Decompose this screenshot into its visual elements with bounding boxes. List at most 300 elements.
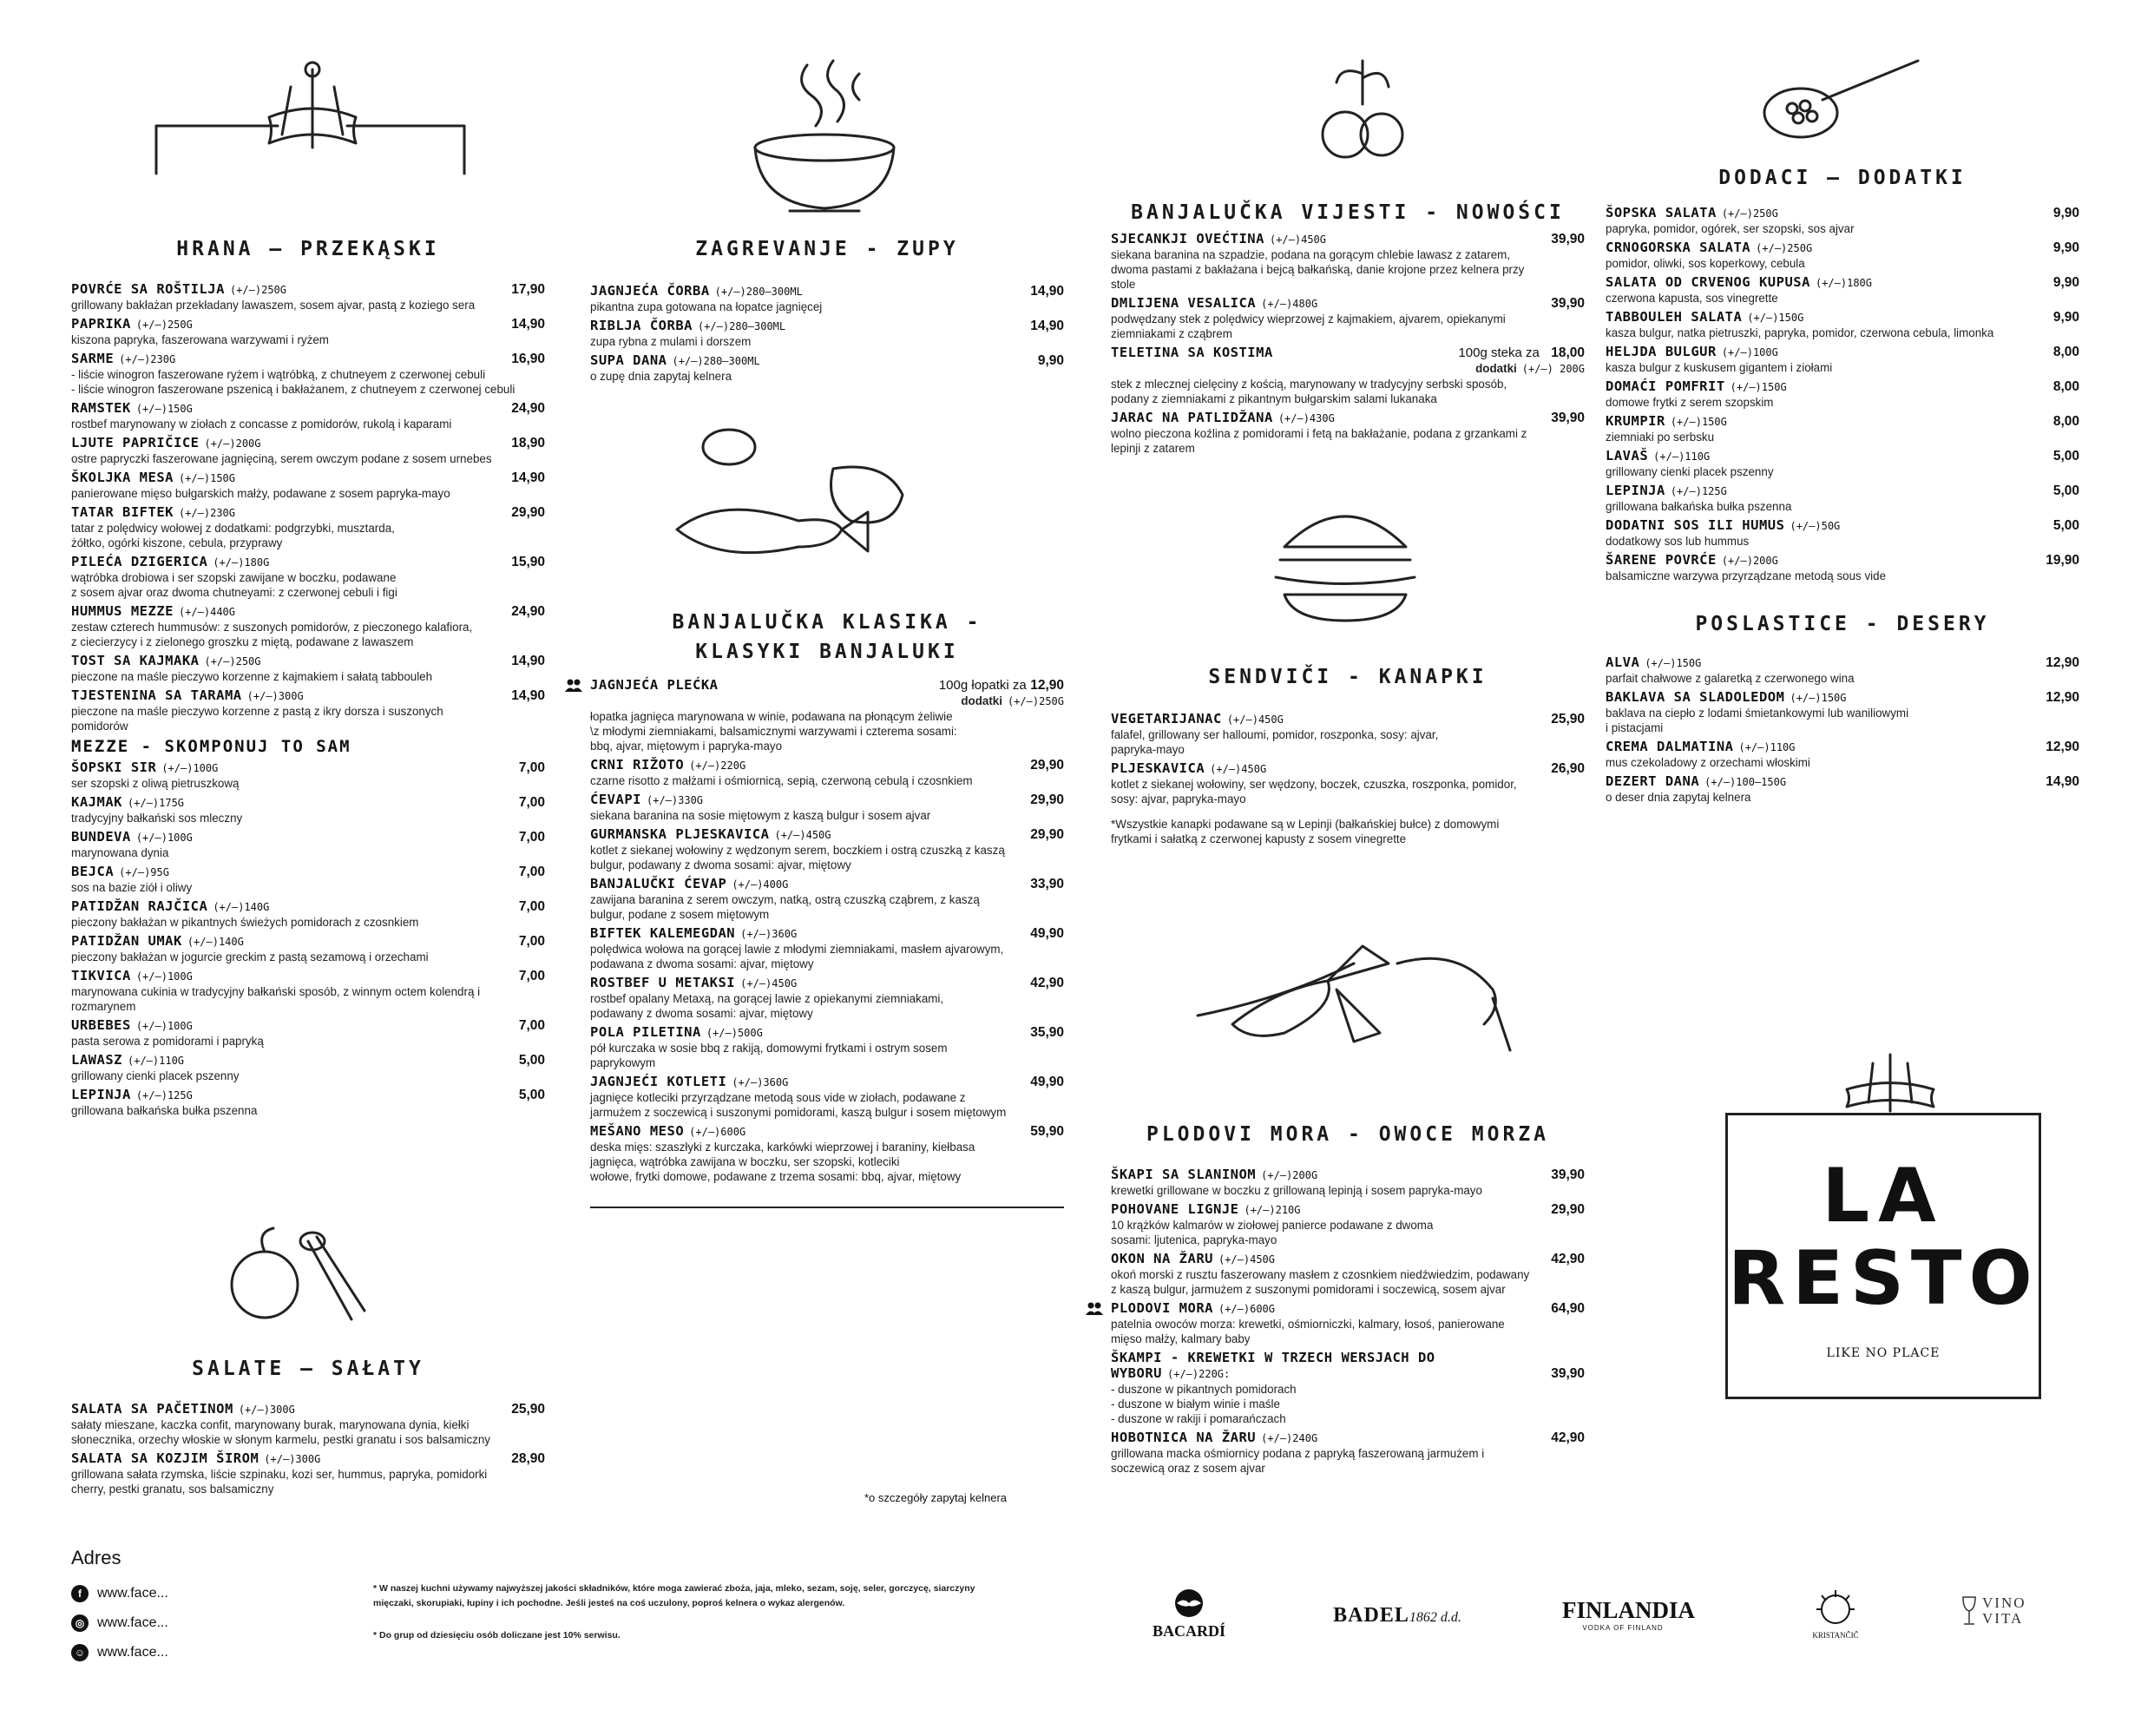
item-weight: (+/–)280–300ML: [672, 355, 760, 367]
item-weight: (+/–)600G: [1218, 1303, 1276, 1315]
menu-item: [590, 876, 1064, 922]
item-name: BANJALUČKI ĆEVAP: [590, 876, 727, 891]
item-weight: (+/–)150G: [1790, 692, 1847, 704]
menu-item: [71, 864, 545, 895]
group-icon: [1085, 1302, 1104, 1320]
item-description: sałaty mieszane, kaczka confit, marynowany burak, marynowana dynia, kiełki: [71, 1418, 470, 1431]
item-description: tatar z polędwicy wołowej z dodatkami: podgrzybki, musztarda,: [71, 522, 395, 535]
item-weight: (+/–)110G: [1738, 741, 1796, 753]
item-price: 12,90: [2046, 740, 2079, 754]
item-name: POVRĆE SA ROŠTILJA: [71, 281, 225, 297]
vino-text: VINO: [1982, 1595, 2026, 1611]
item-name: BIFTEK KALEMEGDAN: [590, 925, 736, 941]
item-name: CRNOGORSKA SALATA: [1606, 240, 1751, 255]
item-price: 7,00: [518, 934, 545, 949]
item-weight: (+/–)360G: [732, 1076, 789, 1088]
item-description: grillowany cienki placek pszenny: [1606, 465, 1774, 478]
group-icon: [564, 679, 583, 697]
item-description: pół kurczaka w sosie bbq z rakiją, domowymi frytkami i ostrym sosem: [590, 1042, 948, 1055]
bacardi-logo: [1141, 1588, 1237, 1641]
item-description: - liście winogron faszerowane ryżem i wątróbką, z chutneyem z czerwonej cebuli: [71, 368, 486, 381]
item-price: 29,90: [1030, 758, 1064, 773]
item-weight: (+/–)450G: [1210, 763, 1267, 775]
mezze-subtitle: MEZZE - SKOMPONUJ TO SAM: [71, 737, 351, 756]
item-name: CREMA DALMATINA: [1606, 739, 1734, 754]
item-name: SUPA DANA: [590, 352, 667, 368]
item-description: pieczone na maśle pieczywo korzenne z pastą z ikry dorsza i suszonych: [71, 705, 443, 718]
wine-glass-icon: [1961, 1595, 1977, 1627]
menu-item: [1606, 205, 2079, 236]
item-name: JAGNJEĆA ČORBA: [590, 283, 710, 299]
item-description: grillowana sałata rzymska, liście szpinaku, kozi ser, hummus, papryka, pomidorki: [71, 1468, 488, 1481]
item-name: TABBOULEH SALATA: [1606, 309, 1743, 325]
item-description: siekana baranina na sosie miętowym z kaszą bulgur i sosem ajvar: [590, 809, 931, 822]
item-price: 7,00: [518, 865, 545, 879]
item-price: 14,90: [511, 654, 545, 668]
item-description: kasza bulgur z kuskusem gigantem i ziołami: [1606, 361, 1833, 374]
item-weight: (+/–)175G: [128, 797, 185, 809]
item-name: SARME: [71, 351, 115, 366]
item-name: ŠOPSKA SALATA: [1606, 205, 1717, 220]
item-weight: (+/–)430G: [1277, 412, 1335, 424]
menu-item: [590, 975, 1064, 1021]
item-description: sosy: ajvar, papryka-mayo: [1111, 792, 1246, 806]
item-price: 29,90: [1030, 792, 1064, 807]
item-price: 5,00: [2052, 483, 2079, 498]
brand-line-1: LA: [1822, 1153, 1945, 1240]
item-description: sosami: ljutenica, papryka-mayo: [1111, 1233, 1277, 1246]
item-price: 17,90: [511, 282, 545, 297]
item-price: 59,90: [1030, 1124, 1064, 1139]
item-description: siekana baranina na szpadzie, podana na gorącym chlebie lawasz z zatarem,: [1111, 248, 1511, 261]
item-price: 9,90: [2052, 240, 2079, 255]
item-description: podwędzany stek z polędwicy wieprzowej z kajmakiem, ajvarem, opiekanymi: [1111, 312, 1506, 326]
item-name: POHOVANE LIGNJE: [1111, 1201, 1239, 1217]
item-name: LJUTE PAPRIČICE: [71, 435, 200, 450]
menu-item: [71, 968, 545, 1014]
item-description: - liście winogron faszerowane pszenicą i bakłażanem, z chutneyem z czerwonej cebuli: [71, 383, 516, 396]
bat-icon: [1172, 1588, 1206, 1618]
item-price: 26,90: [1551, 761, 1585, 776]
item-weight: (+/–)300G: [238, 1404, 295, 1416]
item-weight: (+/–)230G: [119, 353, 176, 365]
fish-shrimp-icon: [668, 417, 929, 590]
column-appetizers: [71, 234, 545, 1121]
item-price: 8,00: [2052, 379, 2079, 394]
menu-item: [1606, 240, 2079, 271]
item-description: dodatkowy sos lub hummus: [1606, 535, 1750, 548]
item-price: 12,90: [2046, 655, 2079, 670]
menu-item: [590, 925, 1064, 971]
social-text: www.face...: [97, 1645, 168, 1660]
item-description: balsamiczne warzywa przyrządzane metodą sous vide: [1606, 569, 1887, 582]
menu-item: [1606, 309, 2079, 340]
item-description: rostbef opalany Metaxą, na gorącej lawie z opiekanymi ziemniakami,: [590, 992, 944, 1005]
item-description: grillowany cienki placek pszenny: [71, 1069, 240, 1082]
menu-item: [71, 1017, 545, 1049]
item-description: pomidorów: [71, 720, 128, 733]
item-description: czerwona kapusta, sos vinegrette: [1606, 292, 1778, 305]
item-weight: (+/–)210G: [1244, 1204, 1301, 1216]
item-description: kasza bulgur, natka pietruszki, papryka, pomidor, czerwona cebula, limonka: [1606, 326, 1994, 339]
item-description: grillowana macka ośmiornicy podana z papryką faszerowaną jarmużem i: [1111, 1447, 1485, 1460]
item-description: słonecznika, orzechy włoskie w słonym karmelu, pestki granatu i sos balsamiczny: [71, 1433, 490, 1446]
sides-list: [1606, 205, 2079, 583]
item-description: dwoma pastami z bakłażana i bejcą bałkańską, danie krojone przez kelnera przy: [1111, 263, 1525, 276]
item-name: PLODOVI MORA: [1111, 1300, 1213, 1316]
item-price: 39,90: [1551, 232, 1585, 247]
allergen-note-2: mięczaki, skorupiaki, łupiny i ich pochodne. Jeśli jesteś na coś uczulony, poproś kelnera o wykaz alergenów.: [373, 1598, 845, 1608]
item-description: o zupę dnia zapytaj kelnera: [590, 370, 732, 383]
item-weight: (+/–)330G: [647, 794, 704, 806]
item-description: tradycyjny bałkański sos mleczny: [71, 812, 243, 825]
item-description: bbq, ajvar, miętowym i papryka-mayo: [590, 740, 783, 753]
item-weight: (+/–)280–300ML: [697, 320, 786, 332]
badel-logo: [1319, 1604, 1475, 1628]
item-description: - duszone w rakiji i pomarańczach: [1111, 1412, 1286, 1425]
item-name: HUMMUS MEZZE: [71, 603, 174, 619]
item-description: mięso małży, kalmary baby: [1111, 1332, 1251, 1345]
item-name: SJECANKJI OVEĆTINA: [1111, 231, 1264, 247]
item-weight: (+/–)125G: [135, 1089, 193, 1101]
item-weight: (+/–)500G: [706, 1027, 763, 1039]
section-title-classics-1: BANJALUČKA KLASIKA -: [672, 611, 982, 634]
item-name: POLA PILETINA: [590, 1024, 701, 1040]
item-price: 9,90: [1037, 353, 1064, 368]
waiter-note: *o szczegóły zapytaj kelnera: [864, 1491, 1008, 1504]
item-price: 7,00: [518, 830, 545, 845]
item-description: domowe frytki z serem szopskim: [1606, 396, 1774, 409]
menu-item: [1111, 1430, 1585, 1476]
item-price: 5,00: [2052, 449, 2079, 464]
item-price: 42,90: [1551, 1252, 1585, 1266]
item-price: 14,90: [511, 317, 545, 332]
item-name: RIBLJA ČORBA: [590, 318, 693, 333]
item-description: łopatka jagnięca marynowana w winie, podawana na płonącym żeliwie: [590, 710, 953, 723]
column-salads: [71, 1354, 545, 1500]
item-weight: (+/–)250G: [204, 655, 261, 667]
item-description: ser szopski z oliwą pietruszkową: [71, 777, 240, 790]
item-description: kotlet z siekanej wołowiny, ser wędzony, boczek, czuszka, roszponka, pomidor,: [1111, 778, 1517, 791]
item-name: ŠOPSKI SIR: [71, 760, 157, 775]
item-name: PATIDŽAN RAJČICA: [71, 898, 208, 914]
menu-item: [1606, 739, 2079, 770]
section-title-sandwiches: SENDVIČI - KANAPKI: [1208, 666, 1488, 688]
item-price: 49,90: [1030, 926, 1064, 941]
badel-text: BADEL: [1333, 1604, 1409, 1627]
item-name: CRNI RIŽOTO: [590, 757, 685, 773]
item-weight: (+/–)450G: [1226, 713, 1284, 726]
item-name: TOST SA KAJMAKA: [71, 653, 200, 668]
item-description: z kaszą bulgur, jarmużem z suszonymi pomidorami i soczewicą, sosem ajvar: [1111, 1283, 1506, 1296]
mezze-list: [71, 760, 545, 1118]
column-sides: [1606, 163, 2079, 808]
item-name: ĆEVAPI: [590, 792, 641, 807]
vegetables-icon: [221, 1215, 369, 1337]
menu-item: [1111, 295, 1585, 341]
item-weight: (+/–)300G: [264, 1453, 321, 1465]
item-description: zupa rybna z mulami i dorszem: [590, 335, 752, 348]
item-name: HELJDA BULGUR: [1606, 344, 1717, 359]
item-weight: (+/–)200G: [204, 437, 261, 450]
item-description: pasta serowa z pomidorami i papryką: [71, 1035, 264, 1048]
item-description: pieczony bakłażan w pikantnych świeżych pomidorach z czosnkiem: [71, 916, 419, 929]
item-description: bulgur, podane z sosem miętowym: [590, 908, 770, 921]
item-price: 42,90: [1551, 1430, 1585, 1445]
menu-item: [590, 1123, 1064, 1184]
facebook-link[interactable]: [71, 1585, 168, 1602]
item-description: jagnięca, wątróbka zawijana w boczku, ser szopski, kotleciki: [590, 1155, 900, 1168]
item-description: mus czekoladowy z orzechami włoskimi: [1606, 756, 1810, 769]
item-description: *Wszystkie kanapki podawane są w Lepinji (bałkańskiej bułce) z domowymi: [1111, 818, 1500, 831]
item-name: BEJCA: [71, 864, 115, 879]
item-weight: (+/–)240G: [1261, 1432, 1318, 1444]
item-weight: (+/–)110G: [1653, 450, 1711, 463]
item-description: o deser dnia zapytaj kelnera: [1606, 791, 1751, 804]
item-name: TATAR BIFTEK: [71, 504, 174, 520]
finlandia-logo: [1562, 1597, 1696, 1632]
item-name: TELETINA SA KOSTIMA: [1111, 345, 1273, 360]
vinovita-logo: [1961, 1595, 2048, 1627]
item-description: żółtko, ogórki kiszone, cebula, przyprawy: [71, 536, 283, 549]
item-name: PILEĆA DZIGERICA: [71, 554, 208, 569]
item-name: URBEBES: [71, 1017, 131, 1033]
kristancic-logo: [1792, 1588, 1879, 1640]
item-weight: (+/–)180G: [1815, 277, 1872, 289]
item-weight: (+/–)150G: [1645, 657, 1702, 669]
item-weight: (+/–)220G:: [1167, 1368, 1231, 1380]
menu-item: [71, 351, 545, 397]
menu-item: [71, 933, 545, 964]
item-weight: (+/–)100G: [135, 832, 193, 844]
snapchat-icon: ☺: [71, 1644, 89, 1661]
appetizers-list: [71, 281, 545, 733]
item-weight: (+/–)200G: [1261, 1169, 1318, 1181]
item-name: BUNDEVA: [71, 829, 131, 845]
item-name: PLJESKAVICA: [1111, 760, 1205, 776]
item-description: czarne risotto z małżami i ośmiornicą, sepią, czerwoną cebulą i czosnkiem: [590, 774, 973, 787]
menu-item: [590, 283, 1064, 314]
item-description: papryka-mayo: [1111, 743, 1185, 756]
item-price: 9,90: [2052, 310, 2079, 325]
item-price: 64,90: [1551, 1301, 1585, 1316]
seafood-list: [1111, 1167, 1585, 1346]
item-price: 15,90: [511, 555, 545, 569]
menu-item: [71, 760, 545, 791]
section-title-news: BANJALUČKA VIJESTI - NOWOŚCI: [1131, 201, 1565, 224]
item-description: krewetki grillowane w boczku z grillowaną lepinją i sosem papryka-mayo: [1111, 1184, 1482, 1197]
item-name: SALATA OD CRVENOG KUPUSA: [1606, 274, 1810, 290]
item-description: ziemniaki po serbsku: [1606, 431, 1715, 444]
item-name: ŠKAPI SA SLANINOM: [1111, 1167, 1257, 1182]
news-list: [1111, 231, 1585, 341]
item-description: wołowe, frytki domowe, podawane z trzema sosami: bbq, ajvar, miętowy: [590, 1170, 962, 1183]
menu-item: [590, 352, 1064, 384]
item-name: OKON NA ŽARU: [1111, 1251, 1213, 1266]
item-name: GURMANSKA PLJESKAVICA: [590, 826, 770, 842]
item-price: 14,90: [511, 470, 545, 485]
item-name: KRUMPIR: [1606, 413, 1665, 429]
item-name: PAPRIKA: [71, 316, 131, 332]
menu-item: [71, 653, 545, 684]
item-description: \z młodymi ziemniakami, balsamicznymi warzywami i czterema sosami:: [590, 725, 957, 738]
menu-item: [1111, 410, 1585, 456]
lobster-shrimp-icon: [1180, 911, 1527, 1085]
item-description: okoń morski z rusztu faszerowany masłem z czosnkiem niedźwiedzim, podawany: [1111, 1268, 1530, 1281]
menu-item: [71, 1450, 545, 1496]
item-weight: (+/–)200G: [1721, 555, 1778, 567]
item-name: ŠARENE POVRĆE: [1606, 552, 1717, 568]
finlandia-text: FINLANDIA: [1562, 1597, 1696, 1623]
social-text: www.face...: [97, 1586, 168, 1601]
item-description: stek z mlecznej cielęciny z kością, marynowany w tradycyjny serbski sposób,: [1111, 378, 1507, 391]
brand-tagline: LIKE NO PLACE: [1826, 1346, 1941, 1360]
brand-line-2: RESTO: [1728, 1235, 2039, 1322]
item-description: ziemniakami z cząbrem: [1111, 327, 1232, 340]
item-price: 8,00: [2052, 345, 2079, 359]
item-description: kotlet z siekanej wołowiny z wędzonym serem, boczkiem i ostrą czuszką z kaszą: [590, 844, 1005, 857]
item-description: pieczony bakłażan w jogurcie greckim z pastą sezamową i orzechami: [71, 950, 429, 963]
item-name: ŠKOLJKA MESA: [71, 470, 174, 485]
item-description: sos na bazie ziół i oliwy: [71, 881, 193, 894]
section-title-desserts: POSLASTICE - DESERY: [1695, 613, 1990, 635]
item-weight: (+/–)480G: [1261, 298, 1318, 310]
item-name: VEGETARIJANAC: [1111, 711, 1222, 727]
desserts-list: [1606, 654, 2079, 805]
menu-item: [1606, 773, 2079, 805]
item-description: parfait chałwowe z galaretką z czerwonego wina: [1606, 672, 1855, 685]
item-weight: (+/–)140G: [187, 936, 244, 948]
item-description: - duszone w białym winie i maśle: [1111, 1397, 1280, 1410]
social-text: www.face...: [97, 1615, 168, 1630]
menu-item: [1111, 1201, 1585, 1247]
section-title-classics-2: KLASYKI BANJALUKI: [695, 641, 959, 663]
item-weight: (+/–)95G: [119, 866, 169, 878]
item-description: panierowane mięso bułgarskich małży, podawane z sosem papryka-mayo: [71, 487, 450, 500]
item-price: 42,90: [1030, 976, 1064, 990]
item-weight: (+/–)110G: [128, 1055, 185, 1067]
badel-year: 1862 d.d.: [1409, 1610, 1461, 1625]
item-weight: (+/–)450G: [740, 977, 798, 990]
item-price: 5,00: [518, 1088, 545, 1102]
item-name: JARAC NA PATLIDŽANA: [1111, 410, 1273, 425]
item-price: 5,00: [518, 1053, 545, 1068]
item-description: marynowana dynia: [71, 846, 169, 859]
section-title-appetizers: HRANA — PRZEKĄSKI: [176, 238, 440, 260]
item-weight: (+/–)140G: [213, 901, 270, 913]
item-name: JAGNJEĆI KOTLETI: [590, 1074, 727, 1089]
menu-item: [590, 1024, 1064, 1070]
item-price: 7,00: [518, 760, 545, 775]
divider: [590, 1207, 1064, 1208]
menu-item: [1111, 231, 1585, 292]
column-classics: [590, 608, 1064, 1208]
item-name: LAWASZ: [71, 1052, 122, 1068]
menu-item: [1606, 378, 2079, 410]
item-description: 10 krążków kalmarów w ziołowej panierce podawane z dwoma: [1111, 1219, 1434, 1232]
menu-item: [71, 504, 545, 550]
menu-item: [590, 757, 1064, 788]
menu-item: [590, 677, 1064, 753]
item-description: grillowany bakłażan przekładany lawaszem, sosem ajvar, pastą z koziego sera: [71, 299, 476, 312]
item-weight: (+/–)150G: [1730, 381, 1787, 393]
item-description: z sosem ajvar oraz dwoma chutneyami: z czerwonej cebuli i figi: [71, 586, 397, 599]
kristancic-text: KRISTANČIČ: [1812, 1631, 1859, 1640]
service-note: * Do grup od dziesięciu osób doliczane jest 10% serwisu.: [373, 1630, 621, 1641]
item-description: grillowana bałkańska bułka pszenna: [1606, 500, 1792, 513]
item-description: baklava na ciepło z lodami śmietankowymi lub waniliowymi: [1606, 707, 1909, 720]
bacardi-text: BACARDÍ: [1152, 1622, 1225, 1640]
item-name: SALATA SA PAČETINOM: [71, 1401, 233, 1417]
item-weight: (+/–)450G: [1218, 1253, 1276, 1266]
column-news: [1111, 198, 1585, 459]
item-price: 24,90: [511, 401, 545, 416]
item-weight: (+/–)125G: [1670, 485, 1727, 497]
item-description: pikantna zupa gotowana na łopatce jagnięcej: [590, 300, 823, 313]
menu-item: [71, 554, 545, 600]
item-price: 39,90: [1551, 296, 1585, 311]
item-description: polędwica wołowa na gorącej lawie z młodymi ziemniakami, masłem ajvarowym,: [590, 943, 1004, 956]
item-weight: (+/–)250G: [229, 284, 287, 296]
item-extra: dodatki: [961, 694, 1002, 707]
menu-item: [590, 1074, 1064, 1120]
menu-item: [71, 1401, 545, 1447]
facebook-icon: f: [71, 1585, 89, 1602]
item-description: podawana z dwoma sosami: ajvar, miętowy: [590, 957, 814, 970]
item-price: 39,90: [1551, 1167, 1585, 1182]
item-weight: (+/–)50G: [1790, 520, 1841, 532]
item-weight: (+/–)150G: [135, 403, 193, 415]
vita-text: VITA: [1982, 1610, 2024, 1627]
item-name: ROSTBEF U METAKSI: [590, 975, 736, 990]
menu-item: [71, 687, 545, 733]
item-name: DEZERT DANA: [1606, 773, 1700, 789]
item-weight: (+/–)300G: [246, 690, 304, 702]
snapchat-link[interactable]: [71, 1644, 168, 1661]
item-name: ALVA: [1606, 654, 1640, 670]
item-name: BAKLAVA SA SLADOLEDOM: [1606, 689, 1785, 705]
item-extra: dodatki: [1475, 362, 1517, 375]
item-name: RAMSTEK: [71, 400, 131, 416]
menu-item: [1606, 274, 2079, 306]
item-price: 14,90: [511, 688, 545, 703]
item-description: jarmużem z soczewicą i suszonymi pomidorami, kaszą bulgur i sosem miętowym: [590, 1106, 1007, 1119]
menu-item: [1111, 1300, 1585, 1346]
menu-item: [1111, 1350, 1585, 1426]
item-weight: (+/–)600G: [689, 1126, 746, 1138]
menu-item: [71, 1087, 545, 1118]
finlandia-sub: VODKA OF FINLAND: [1582, 1624, 1664, 1632]
item-price: 9,90: [2052, 206, 2079, 220]
menu-item: [71, 1052, 545, 1083]
item-name: LEPINJA: [71, 1087, 131, 1102]
instagram-link[interactable]: [71, 1614, 168, 1632]
menu-item: [590, 318, 1064, 349]
menu-item: [590, 792, 1064, 823]
section-title-sides: DODACI — DODATKI: [1718, 167, 1967, 189]
item-weight: (+/–)250G: [1756, 242, 1813, 254]
section-title-soups: ZAGREVANJE - ZUPY: [695, 238, 959, 260]
item-description: zestaw czterech hummusów: z suszonych pomidorów, z pieczonego kalafiora,: [71, 621, 473, 634]
item-weight: (+/–)250G: [1007, 695, 1064, 707]
menu-item: [1606, 483, 2079, 514]
item-weight: (+/–)440G: [178, 606, 236, 618]
item-description: deska mięs: szaszłyki z kurczaka, karkówki wieprzowej i baraniny, kiełbasa: [590, 1141, 975, 1154]
item-description: paprykowym: [590, 1056, 656, 1069]
item-description: rozmarynem: [71, 1000, 136, 1013]
item-price: 29,90: [1030, 827, 1064, 842]
item-price: 29,90: [1551, 1202, 1585, 1217]
